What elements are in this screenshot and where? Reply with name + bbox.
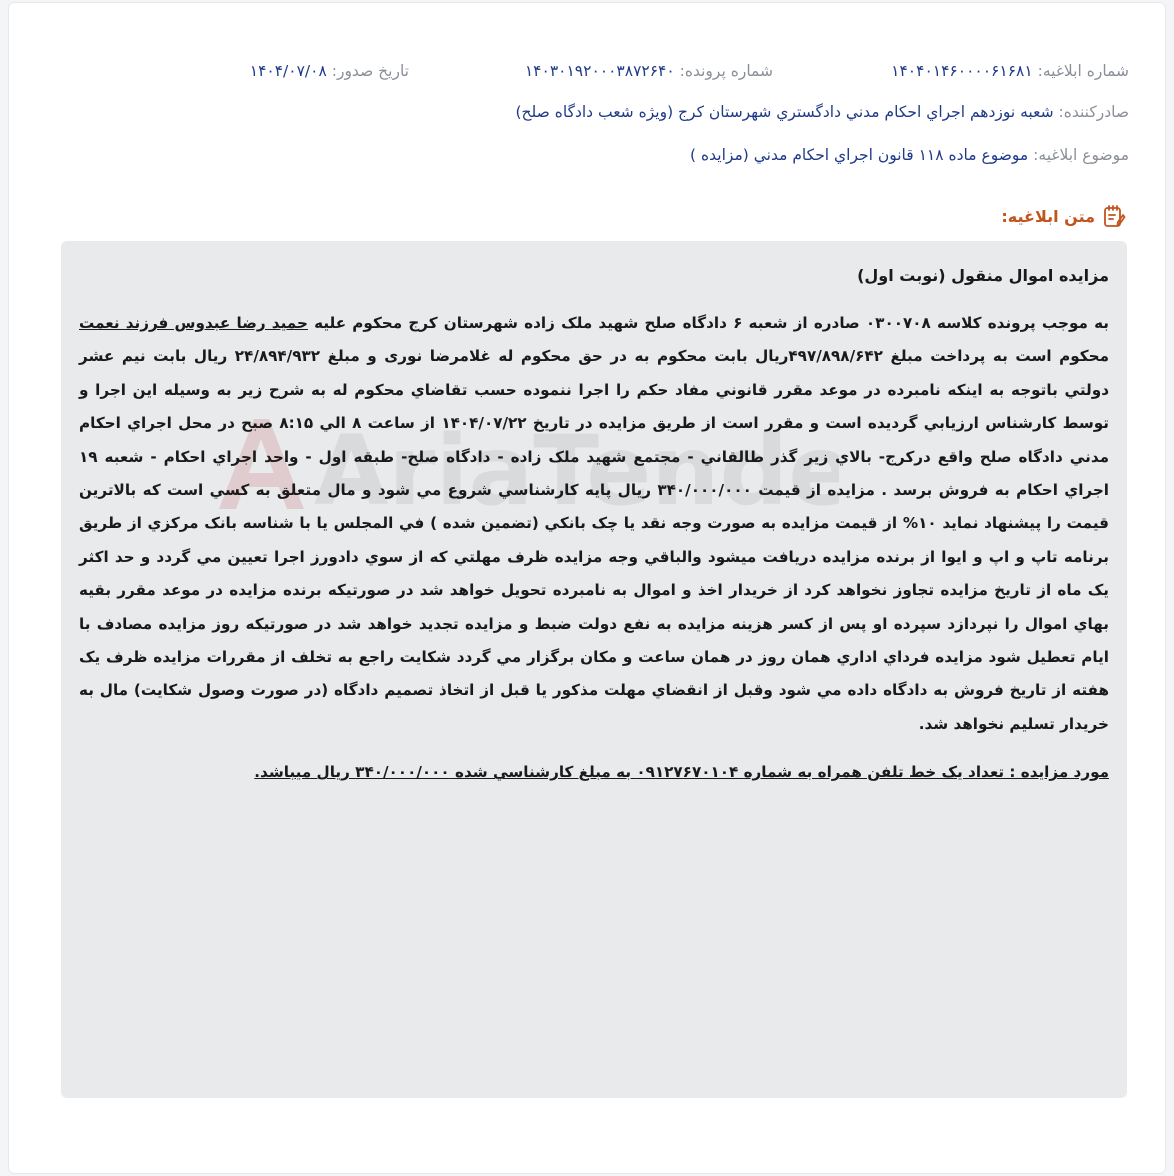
notice-content-box (61, 241, 1127, 1098)
issue-date (250, 59, 409, 83)
issuer-label: صادرکننده: (1058, 103, 1129, 121)
section-title-text: متن ابلاغيه: (1001, 206, 1095, 226)
notice-number (891, 59, 1129, 83)
issuer (515, 100, 1129, 124)
content-body-part1: به موجب پرونده كلاسه ۰۳۰۰۷۰۸ صادره از شعبه ۶ دادگاه صلح شهيد ملک زاده شهرستان کرج محكوم عليه (307, 314, 1109, 332)
notice-card (8, 2, 1166, 1174)
subject-value: موضوع ماده ۱۱۸ قانون اجراي احكام مدني (مزايده ) (690, 146, 1029, 164)
issue-date-label: تاريخ صدور: (331, 62, 409, 80)
issue-date-value: ۱۴۰۴/۰۷/۰۸ (249, 62, 327, 80)
notice-subject (690, 143, 1129, 167)
case-number-label: شماره پرونده: (679, 62, 773, 80)
auction-item-line: مورد مزایده : تعداد یک خط تلفن همراه به شماره ۰۹۱۲۷۶۷۰۱۰۴ به مبلغ کارشناسي شده ۳۴۰/۰۰۰/۰۰۰ ريال ميباشد. (254, 763, 1109, 782)
issuer-value: شعبه نوزدهم اجراي احكام مدني دادگستري شهرستان کرج (ويژه شعب دادگاه صلح) (515, 103, 1054, 121)
debtor-name: حمید رضا عبدوس فرزند نعمت (79, 314, 308, 332)
section-title (1001, 203, 1127, 229)
watermark-text: AriaTende (314, 415, 839, 519)
document-edit-icon (1101, 203, 1127, 229)
content-heading: مزايده اموال منقول (نوبت اول) (857, 266, 1109, 285)
subject-label: موضوع ابلاغيه: (1033, 146, 1129, 164)
case-number (525, 59, 773, 83)
notice-number-value: ۱۴۰۴۰۱۴۶۰۰۰۰۶۱۶۸۱ (891, 62, 1033, 80)
content-body-part2: محكوم است به پرداخت مبلغ ۴۹۷/۸۹۸/۶۴۲ريال بابت محکوم به در حق محكوم له غلامرضا نوری و مبلغ ۲۴/۸۹۴/۹۳۲ ريال بابت نيم عشر دولتي باتوجه به اينكه نامبرده در موعد مقرر قانوني مفاد حكم را اجرا ننموده حسب تقاضاي محكوم له به شرح زير به وسيله اين اجرا و توسط كارشناس ارزيابي گرديده است و مقرر است از طريق مزايده در تاريخ ۱۴۰۴/۰۷/۲۲ از ساعت ۸ الي ۸:۱۵ صبح در محل اجراي احكام مدني دادگاه صلح واقع درکرج- بالاي زير گذر طالقاني - مجتمع شهيد ملک زاده - دادگاه صلح- طبقه اول - واحد اجراي احکام - شعبه ۱۹ اجراي احکام به فروش برسد . مزايده از قيمت ۳۴۰/۰۰۰/۰۰۰ ريال پايه كارشناسي شروع مي شود و مال متعلق به كسي است كه بالاترين قيمت را پيشنهاد نمايد ۱۰% از قيمت مزايده به صورت وجه نقد يا چک بانكي (تضمين شده ) في المجلس يا با شناسه بانک مرکزي از طريق برنامه تاپ و اپ و ايوا از برنده مزايده دريافت ميشود والباقي وجه مزايده ظرف مهلتي كه از سوي دادورز اجرا تعيين مي گردد و حد اكثر يک ماه از تاريخ مزايده تجاوز نخواهد كرد از خريدار اخذ و اموال به نامبرده تحويل خواهد شد در صورتيكه برنده مزايده در موعد مقرر بقيه بهاي اموال را نپردازد سپرده او پس از كسر هزينه مزايده به نفع دولت ضبط و مزايده تجديد خواهد شد در صورتيكه روز مزايده مصادف با ايام تعطيل شود مزايده فرداي اداري همان روز در همان ساعت و مكان برگزار مي گردد شكايت راجع به تخلف از مقررات مزايده ظرف يک هفته از تاريخ فروش به دادگاه داده مي شود وقبل از انقضاي مهلت مذكور يا قبل از اتخاذ تصميم دادگاه (در صورت وصول شكايت) مال به خريدار تسليم نخواهد شد. (79, 347, 1109, 733)
notice-number-label: شماره ابلاغيه: (1037, 62, 1129, 80)
case-number-value: ۱۴۰۳۰۱۹۲۰۰۰۳۸۷۲۶۴۰ (524, 62, 675, 80)
content-body (79, 307, 1109, 741)
